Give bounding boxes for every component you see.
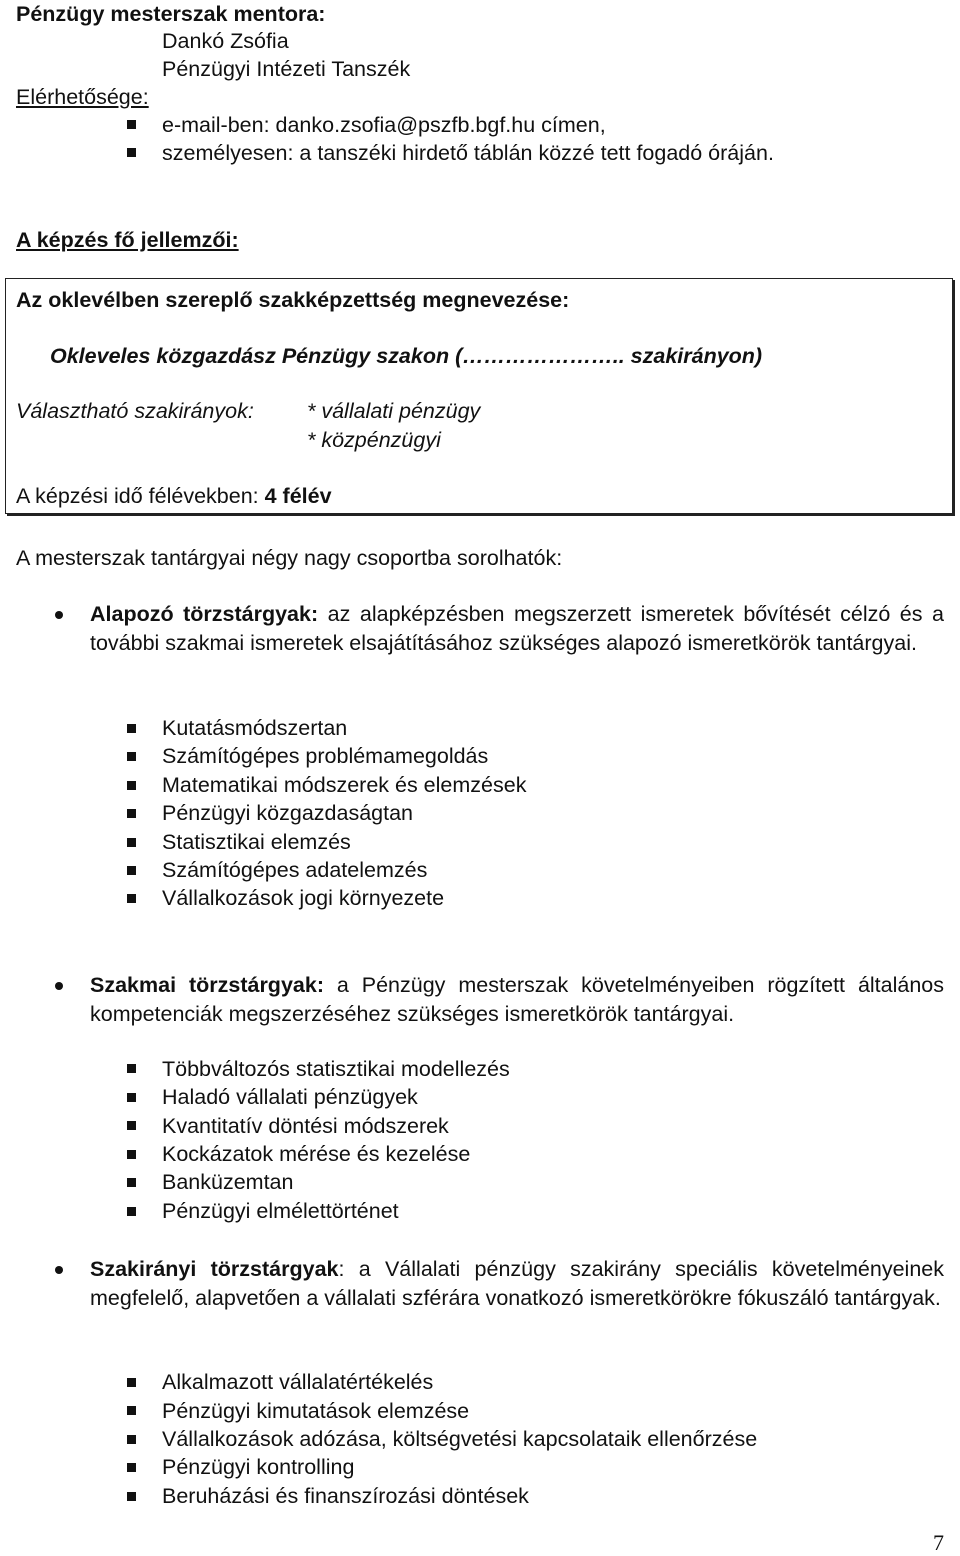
mentor-name: Dankó Zsófia: [162, 29, 289, 53]
qualification-value: Okleveles közgazdász Pénzügy szakon (………………….. szakirányon): [50, 344, 763, 368]
square-bullet-icon: [127, 724, 136, 733]
square-bullet-icon: [127, 838, 136, 847]
subject-item: Kvantitatív döntési módszerek: [162, 1114, 449, 1138]
subject-item: Statisztikai elemzés: [162, 830, 351, 854]
duration-value: 4 félév: [264, 484, 332, 508]
subject-item: Kutatásmódszertan: [162, 716, 348, 740]
subject-item: Kockázatok mérése és kezelése: [162, 1142, 471, 1166]
contact-in-person: személyesen: a tanszéki hirdető táblán közzé tett fogadó óráján.: [162, 141, 774, 165]
square-bullet-icon: [127, 1093, 136, 1102]
group-description: a Pénzügy mesterszak követelményeiben rögzített általános kompetenciák megszerzéséhez szükséges ismeretkörök tantárgyai.: [90, 973, 945, 1026]
qualification-label: Az oklevélben szereplő szakképzettség megnevezése:: [16, 288, 570, 312]
contact-heading: Elérhetősége:: [16, 85, 149, 109]
square-bullet-icon: [127, 1150, 136, 1159]
group-paragraph: [90, 600, 944, 657]
subject-item: Vállalkozások adózása, költségvetési kapcsolataik ellenőrzése: [162, 1427, 758, 1451]
subject-item: Pénzügyi közgazdaságtan: [162, 801, 414, 825]
mentor-department: Pénzügyi Intézeti Tanszék: [162, 57, 411, 81]
square-bullet-icon: [127, 1406, 136, 1415]
group-description: : a Vállalati pénzügy szakirány speciális követelményeinek megfelelő, alapvetően a vállalati szférára vonatkozó ismeretkörökre fókuszáló tantárgyak.: [90, 1257, 944, 1310]
page-number: 7: [933, 1530, 944, 1555]
round-bullet-icon: [55, 1266, 63, 1274]
square-bullet-icon: [127, 1121, 136, 1130]
specialization-item: * közpénzügyi: [307, 428, 441, 452]
groups-intro: A mesterszak tantárgyai négy nagy csoportba sorolhatók:: [16, 546, 563, 570]
subject-item: Többváltozós statisztikai modellezés: [162, 1057, 510, 1081]
square-bullet-icon: [127, 1178, 136, 1187]
square-bullet-icon: [127, 781, 136, 790]
duration: [16, 482, 332, 510]
round-bullet-icon: [55, 611, 63, 619]
group-title: Szakmai törzstárgyak:: [90, 973, 324, 997]
square-bullet-icon: [127, 1463, 136, 1472]
subject-item: Alkalmazott vállalatértékelés: [162, 1370, 434, 1394]
square-bullet-icon: [127, 1207, 136, 1216]
subject-item: Pénzügyi kontrolling: [162, 1455, 355, 1479]
square-bullet-icon: [127, 894, 136, 903]
subject-item: Banküzemtan: [162, 1170, 294, 1194]
subject-item: Matematikai módszerek és elemzések: [162, 773, 527, 797]
square-bullet-icon: [127, 1492, 136, 1501]
contact-email: e-mail-ben: danko.zsofia@pszfb.bgf.hu címen,: [162, 113, 606, 137]
square-bullet-icon: [127, 1064, 136, 1073]
square-bullet-icon: [127, 148, 136, 157]
subject-item: Pénzügyi kimutatások elemzése: [162, 1399, 470, 1423]
square-bullet-icon: [127, 809, 136, 818]
square-bullet-icon: [127, 1378, 136, 1387]
specializations-label: Választható szakirányok:: [16, 399, 254, 423]
group-title: Alapozó törzstárgyak:: [90, 602, 319, 626]
group-paragraph: [90, 971, 944, 1028]
square-bullet-icon: [127, 1435, 136, 1444]
group-description: az alapképzésben megszerzett ismeretek bővítését célzó és a további szakmai ismeretek elsajátításához szükséges alapozó ismeretkörök tantárgyai.: [90, 602, 944, 655]
square-bullet-icon: [127, 752, 136, 761]
square-bullet-icon: [127, 120, 136, 129]
subject-item: Számítógépes adatelemzés: [162, 858, 428, 882]
subject-item: Haladó vállalati pénzügyek: [162, 1085, 418, 1109]
subject-item: Vállalkozások jogi környezete: [162, 886, 445, 910]
duration-label: A képzési idő félévekben:: [16, 484, 265, 508]
subject-item: Számítógépes problémamegoldás: [162, 744, 489, 768]
subject-item: Beruházási és finanszírozási döntések: [162, 1484, 529, 1508]
subject-item: Pénzügyi elmélettörténet: [162, 1199, 399, 1223]
group-title: Szakirányi törzstárgyak: [90, 1257, 339, 1281]
mentor-heading: Pénzügy mesterszak mentora:: [16, 2, 326, 26]
square-bullet-icon: [127, 866, 136, 875]
features-heading: A képzés fő jellemzői:: [16, 228, 239, 252]
round-bullet-icon: [55, 982, 63, 990]
specialization-item: * vállalati pénzügy: [307, 399, 481, 423]
group-paragraph: [90, 1255, 944, 1312]
